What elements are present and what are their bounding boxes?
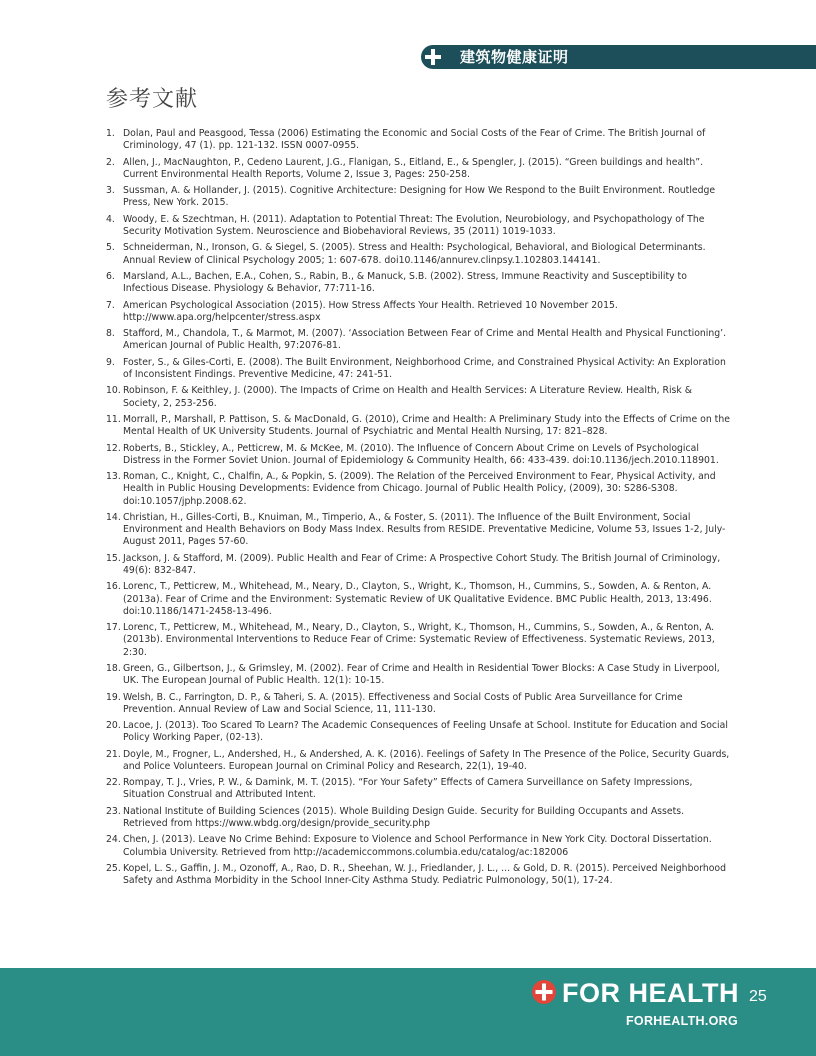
reference-item — [106, 242, 730, 266]
reference-item — [106, 692, 730, 716]
reference-item — [106, 622, 730, 659]
footer-brand: FOR HEALTH — [562, 978, 739, 1008]
page-number: 25 — [749, 988, 767, 1005]
reference-number: 7. — [106, 299, 115, 311]
reference-text: Sussman, A. & Hollander, J. (2015). Cognitive Architecture: Designing for How We Respond to the Built Environment. Routledge Press, New York. 2015. — [123, 185, 716, 209]
reference-number: 14. — [106, 511, 121, 523]
reference-text: Doyle, M., Frogner, L., Andershed, H., & Andershed, A. K. (2016). Feelings of Safety In The Presence of the Police, Security Guards, and Police Volunteers. European Journal on Criminal Policy and Research, 22(1), 19-40. — [123, 748, 730, 772]
reference-text: Stafford, M., Chandola, T., & Marmot, M. (2007). ‘Association Between Fear of Crime and Mental Health and Physical Functioning’. American Journal of Public Health, 97:2076-81. — [123, 328, 727, 352]
reference-text: Chen, J. (2013). Leave No Crime Behind: Exposure to Violence and School Performance in New York City. Doctoral Dissertation. Columbia University. Retrieved from http://academiccommons.columbia.edu/catalog/ac:182006 — [123, 834, 712, 858]
reference-text: Green, G., Gilbertson, J., & Grimsley, M. (2002). Fear of Crime and Health in Residential Tower Blocks: A Case Study in Liverpool, UK. The European Journal of Public Health. 12(1): 10-15. — [123, 662, 720, 687]
reference-text: Roman, C., Knight, C., Chalfin, A., & Popkin, S. (2009). The Relation of the Perceived Environment to Fear, Physical Activity, and Health in Public Housing Developments: Evidence from Chicago. Journal of Public Health Policy, (2009), 30: S286-S308. doi:10.1057/jphp.2008.62. — [123, 471, 716, 507]
reference-item — [106, 357, 730, 381]
reference-number: 18. — [106, 662, 121, 674]
reference-item — [106, 271, 730, 295]
reference-text: Kopel, L. S., Gaffin, J. M., Ozonoff, A., Rao, D. R., Sheehan, W. J., Friedlander, J. L., ... & Gold, D. R. (2015). Perceived Neighborhood Safety and Asthma Morbidity in the School Inner-City Asthma Study. Pediatric Pulmonology, 50(1), 17-24. — [123, 863, 726, 887]
reference-item — [106, 553, 730, 577]
reference-number: 16. — [106, 581, 121, 593]
reference-item — [106, 581, 730, 618]
reference-number: 21. — [106, 748, 121, 760]
reference-number: 10. — [106, 385, 121, 397]
reference-item — [106, 777, 730, 801]
reference-number: 12. — [106, 442, 121, 454]
reference-text: Rompay, T. J., Vries, P. W., & Damink, M. T. (2015). “For Your Safety” Effects of Camera Surveillance on Safety Impressions, Situation Construal and Attributed Intent. — [123, 777, 693, 801]
reference-item — [106, 512, 730, 549]
reference-number: 19. — [106, 691, 121, 703]
reference-text: Christian, H., Gilles-Corti, B., Knuiman, M., Timperio, A., & Foster, S. (2011). The Influence of the Built Environment, Social Environment and Health Behaviors on Body Mass Index. Results from RESIDE. Preventative Medicine, Volume 53, Issues 1-2, July-August 2011, Pages 57-60. — [123, 511, 726, 548]
red-cross-icon — [532, 980, 556, 1004]
reference-text: Woody, E. & Szechtman, H. (2011). Adaptation to Potential Threat: The Evolution, Neurobiology, and Psychopathology of The Security Motivation System. Neuroscience and Biobehavioral Reviews, 35 (2011) 1019-1033. — [123, 213, 705, 237]
reference-list — [106, 128, 730, 892]
reference-text: American Psychological Association (2015). How Stress Affects Your Health. Retrieved 10 November 2015. http://www.apa.org/helpcenter/stress.aspx — [123, 299, 618, 323]
reference-number: 13. — [106, 471, 121, 483]
reference-item — [106, 128, 730, 152]
reference-number: 8. — [106, 328, 115, 340]
reference-item — [106, 834, 730, 858]
section-title: 参考文献 — [106, 87, 199, 112]
reference-number: 1. — [106, 128, 115, 139]
reference-text: Lorenc, T., Petticrew, M., Whitehead, M., Neary, D., Clayton, S., Wright, K., Thomson, H., Cummins, S., Sowden, A., & Renton, A. (2013b). Environmental Interventions to Reduce Fear of Crime: Systematic Review of Effectiveness. Systematic Reviews, 2013, 2:30. — [123, 622, 715, 658]
reference-item — [106, 863, 730, 887]
reference-item — [106, 749, 730, 773]
reference-item — [106, 806, 730, 830]
reference-number: 4. — [106, 213, 115, 225]
reference-number: 20. — [106, 720, 121, 732]
reference-item — [106, 300, 730, 324]
reference-number: 23. — [106, 805, 121, 817]
reference-item — [106, 328, 730, 352]
reference-number: 24. — [106, 834, 121, 846]
reference-number: 17. — [106, 622, 121, 634]
reference-text: Morrall, P., Marshall, P. Pattison, S. & MacDonald, G. (2010), Crime and Health: A Preliminary Study into the Effects of Crime on the Mental Health of UK University Students. Journal of Psychiatric and Mental Health Nursing, 17: 821–828. — [123, 413, 730, 438]
reference-text: Marsland, A.L., Bachen, E.A., Cohen, S., Rabin, B., & Manuck, S.B. (2002). Stress, Immune Reactivity and Susceptibility to Infectious Disease. Physiology & Behavior, 77:711-16. — [123, 270, 687, 295]
reference-text: Robinson, F. & Keithley, J. (2000). The Impacts of Crime on Health and Health Services: A Literature Review. Health, Risk & Society, 2, 253-256. — [123, 385, 692, 409]
reference-item — [106, 720, 730, 744]
reference-text: Dolan, Paul and Peasgood, Tessa (2006) Estimating the Economic and Social Costs of the Fear of Crime. The British Journal of Criminology, 47 (1). pp. 121-132. ISSN 0007-0955. — [123, 128, 706, 152]
reference-number: 5. — [106, 242, 115, 254]
reference-text: Schneiderman, N., Ironson, G. & Siegel, S. (2005). Stress and Health: Psychological, Behavioral, and Biological Determinants. Annual Review of Clinical Psychology 2005; 1: 607-678. doi10.1146/annurev.clinpsy.1.102803.144141. — [123, 242, 706, 266]
reference-number: 9. — [106, 356, 115, 368]
reference-number: 6. — [106, 270, 115, 282]
reference-text: Welsh, B. C., Farrington, D. P., & Taheri, S. A. (2015). Effectiveness and Social Costs of Public Area Surveillance for Crime Prevention. Annual Review of Law and Social Science, 11, 111-130. — [123, 691, 683, 715]
reference-text: Roberts, B., Stickley, A., Petticrew, M. & McKee, M. (2010). The Influence of Concern About Crime on Levels of Psychological Distress in the Former Soviet Union. Journal of Epidemiology & Community Health, 66: 433-439. doi:10.1136/jech.2010.118901. — [123, 442, 719, 466]
reference-item — [106, 185, 730, 209]
footer-url-link[interactable]: FORHEALTH.ORG — [626, 1014, 738, 1028]
reference-number: 15. — [106, 552, 121, 564]
plus-circle-icon — [421, 45, 445, 69]
reference-item — [106, 663, 730, 687]
reference-number: 3. — [106, 185, 115, 197]
header-title: 建筑物健康证明 — [460, 48, 569, 66]
reference-number: 11. — [106, 413, 121, 425]
reference-item — [106, 443, 730, 467]
reference-text: Allen, J., MacNaughton, P., Cedeno Laurent, J.G., Flanigan, S., Eitland, E., & Spengler, J. (2015). “Green buildings and health”. Current Environmental Health Reports, Volume 2, Issue 3, Pages: 250-258. — [123, 156, 704, 180]
reference-number: 22. — [106, 777, 121, 789]
reference-item — [106, 385, 730, 409]
reference-text: Foster, S., & Giles-Corti, E. (2008). The Built Environment, Neighborhood Crime, and Constrained Physical Activity: An Exploration of Inconsistent Findings. Preventive Medicine, 47: 241-51. — [123, 356, 726, 380]
reference-item — [106, 157, 730, 181]
reference-item — [106, 214, 730, 238]
reference-text: Lorenc, T., Petticrew, M., Whitehead, M., Neary, D., Clayton, S., Wright, K., Thomson, H., Cummins, S., Sowden, A. & Renton, A. (2013a). Fear of Crime and the Environment: Systematic Review of UK Qualitative Evidence. BMC Public Health, 2013, 13:496. doi:10.1186/1471-2458-13-496. — [123, 581, 712, 617]
reference-item — [106, 414, 730, 438]
reference-text: National Institute of Building Sciences (2015). Whole Building Design Guide. Security for Building Occupants and Assets. Retrieved from https://www.wbdg.org/design/provide_security.php — [123, 805, 685, 830]
reference-text: Lacoe, J. (2013). Too Scared To Learn? The Academic Consequences of Feeling Unsafe at School. Institute for Education and Social Policy Working Paper, (02-13). — [123, 720, 728, 744]
header-bar — [434, 45, 816, 69]
reference-number: 2. — [106, 156, 115, 168]
reference-item — [106, 471, 730, 508]
reference-number: 25. — [106, 863, 121, 875]
reference-text: Jackson, J. & Stafford, M. (2009). Public Health and Fear of Crime: A Prospective Cohort Study. The British Journal of Criminology, 49(6): 832-847. — [123, 552, 721, 576]
